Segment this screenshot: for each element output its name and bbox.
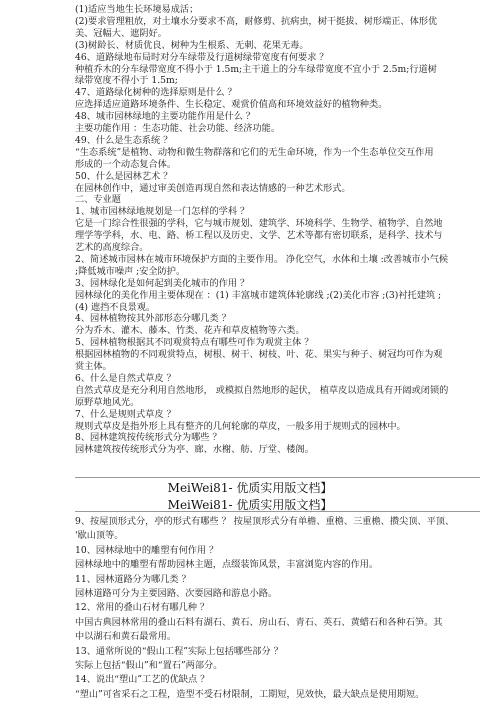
- text-line: 原野草地风光。: [75, 396, 140, 408]
- text-line: 中国古典园林常用的叠山石料有湖石、黄石、房山石、青石、英石、黄蜡石和各种石笋。其: [75, 616, 443, 628]
- text-line: 49、什么是生态系统 ？: [75, 134, 173, 146]
- text-line: 4、园林植物按其外部形态分哪几类 ？: [75, 313, 231, 325]
- text-line: ;降低城市噪声 ;安全防护。: [75, 265, 186, 277]
- text-line: 二、专业题: [75, 194, 121, 206]
- watermark-text-1: MeiWei81- 优质实用版文档】: [167, 481, 333, 495]
- text-line: 自然式草皮是充分利用自然地形， 或模拟自然地形的起伏， 植草皮以造成具有开阔或闭锁的: [75, 384, 449, 396]
- watermark-text-2: MeiWei81- 优质实用版文档】: [167, 498, 333, 512]
- text-line: 在园林创作中，通过审美创造再现自然和表达情感的一种艺术形式。: [75, 182, 351, 194]
- text-line: 分为乔木、灌木、藤本、竹类、花卉和草皮植物等六类。: [75, 325, 305, 337]
- text-line: 园林建筑按传统形式分为亭、廊、水榭、舫、厅堂、楼阁。: [75, 444, 314, 456]
- text-line: (1)适应当地生长环境易成活；: [75, 4, 199, 15]
- text-line: (4) 遮挡不良景观。: [75, 301, 156, 313]
- text-line: 种植乔木的分车绿带宽度不得小于 1.5m;主干道上的分车绿带宽度不宜小于 2.5m;行道树: [75, 63, 437, 75]
- text-line: '歇山顶等。: [75, 530, 124, 542]
- text-line: 应选择适应道路环境条件、生长稳定、观赏价值高和环境效益好的植物种类。: [75, 99, 388, 111]
- text-line: (2)要求管理粗放，对土壤水分要求不高，耐修剪、抗病虫，树干挺拔、树形端正、体形优: [75, 15, 438, 27]
- divider-line: [75, 511, 480, 512]
- text-line: 赏主体。: [75, 361, 112, 372]
- text-line: 1、城市园林绿地规划是一门怎样的学科 ？: [75, 206, 250, 218]
- text-line: 14、说出“塑山”工艺的优缺点 ？: [75, 674, 210, 686]
- text-line: 规则式草皮是指外形上具有整齐的几何轮廓的草皮，一般多用于规则式的园林中。: [75, 420, 406, 432]
- text-line: 主要功能作用 ：生态功能、社会功能、经济功能。: [75, 123, 281, 134]
- text-line: 47、道路绿化树种的选择原则是什么 ？: [75, 87, 237, 99]
- text-line: 理学等学科，水、电、路、桥工程以及历史、文学、艺术等都有密切联系，是科学、技术与: [75, 230, 443, 242]
- text-line: 48、城市园林绿地的主要功能作用是什么 ？: [75, 111, 255, 123]
- text-line: 3、园林绿化是如何起到美化城市的作用 ？: [75, 277, 250, 289]
- text-line: 园林道路可分为主要园路、次要园路和游息小路。: [75, 588, 278, 599]
- text-line: 10、园林绿地中的雕塑有何作用 ？: [75, 544, 219, 556]
- text-line: 园林绿地中的雕塑有帮助园林主题，点缀装饰风景，丰富浏览内容的作用。: [75, 559, 379, 571]
- text-line: 美、冠幅大、遮阴好。: [75, 27, 167, 39]
- text-line: 11、园林道路分为哪几类 ？: [75, 573, 191, 585]
- text-line: (3)树龄长、材质优良、树种为生根系、无刺、花果无毒。: [75, 39, 309, 51]
- text-line: 中以湖石和黄石最常用。: [75, 631, 177, 643]
- text-line: 实际上包括“假山”和“置石”两部分。: [75, 660, 223, 671]
- text-line: 12、常用的叠山石材有哪几种 ？: [75, 602, 210, 614]
- text-line: 46、道路绿地布局时对分车绿带及行道树绿带宽度有何要求 ？: [75, 51, 329, 63]
- text-line: 艺术的高度综合。: [75, 242, 149, 253]
- text-line: 9、按屋顶形式分，亭的形式有哪些 ？ 按屋顶形式分有单檐、重檐、三重檐、攒尖顶、平顶、: [75, 516, 455, 527]
- text-line: 8、园林建筑按传统形式分为哪些 ？: [75, 432, 222, 444]
- text-line: 7、什么是规则式草皮 ？: [75, 408, 176, 420]
- text-line: 6、什么是自然式草皮 ？: [75, 372, 176, 384]
- text-line: 绿带宽度不得小于 1.5m;: [75, 75, 178, 87]
- text-line: 根据园林植物的不同观赏特点，树根、树干、树枝、叶、花、果实与种子、树冠均可作为观: [75, 349, 443, 361]
- text-line: 形成的一个动态复合体。: [75, 158, 177, 170]
- text-line: 13、通常所说的“假山工程”实际上包括哪些部分 ？: [75, 645, 283, 657]
- text-line: “塑山”可省采石之工程，造型不受石材限制，工期短，见效快，最大缺点是使用期短。: [75, 688, 425, 700]
- text-line: 50、什么是园林艺术 ？: [75, 170, 173, 182]
- text-line: 园林绿化的美化作用主要体现在 ：(1) 丰富城市建筑体轮廓线 ;(2)美化市容 ;(3)衬托建筑 ;: [75, 289, 442, 301]
- text-line: 5、园林植物根据其不同观赏特点有哪些可作为观赏主体 ？: [75, 337, 314, 349]
- text-line: 它是一门综合性很强的学科，它与城市规划、建筑学、环境科学、生物学、植物学、自然地: [75, 218, 443, 230]
- text-line: “生态系统”是植物、动物和微生物群落和它们的无生命环境，作为一个生态单位交互作用: [75, 146, 434, 158]
- text-line: 2、简述城市园林在城市环境保护方面的主要作用。 净化空气，水体和土壤 :改善城市小气候: [75, 253, 449, 265]
- divider-line: [75, 477, 480, 478]
